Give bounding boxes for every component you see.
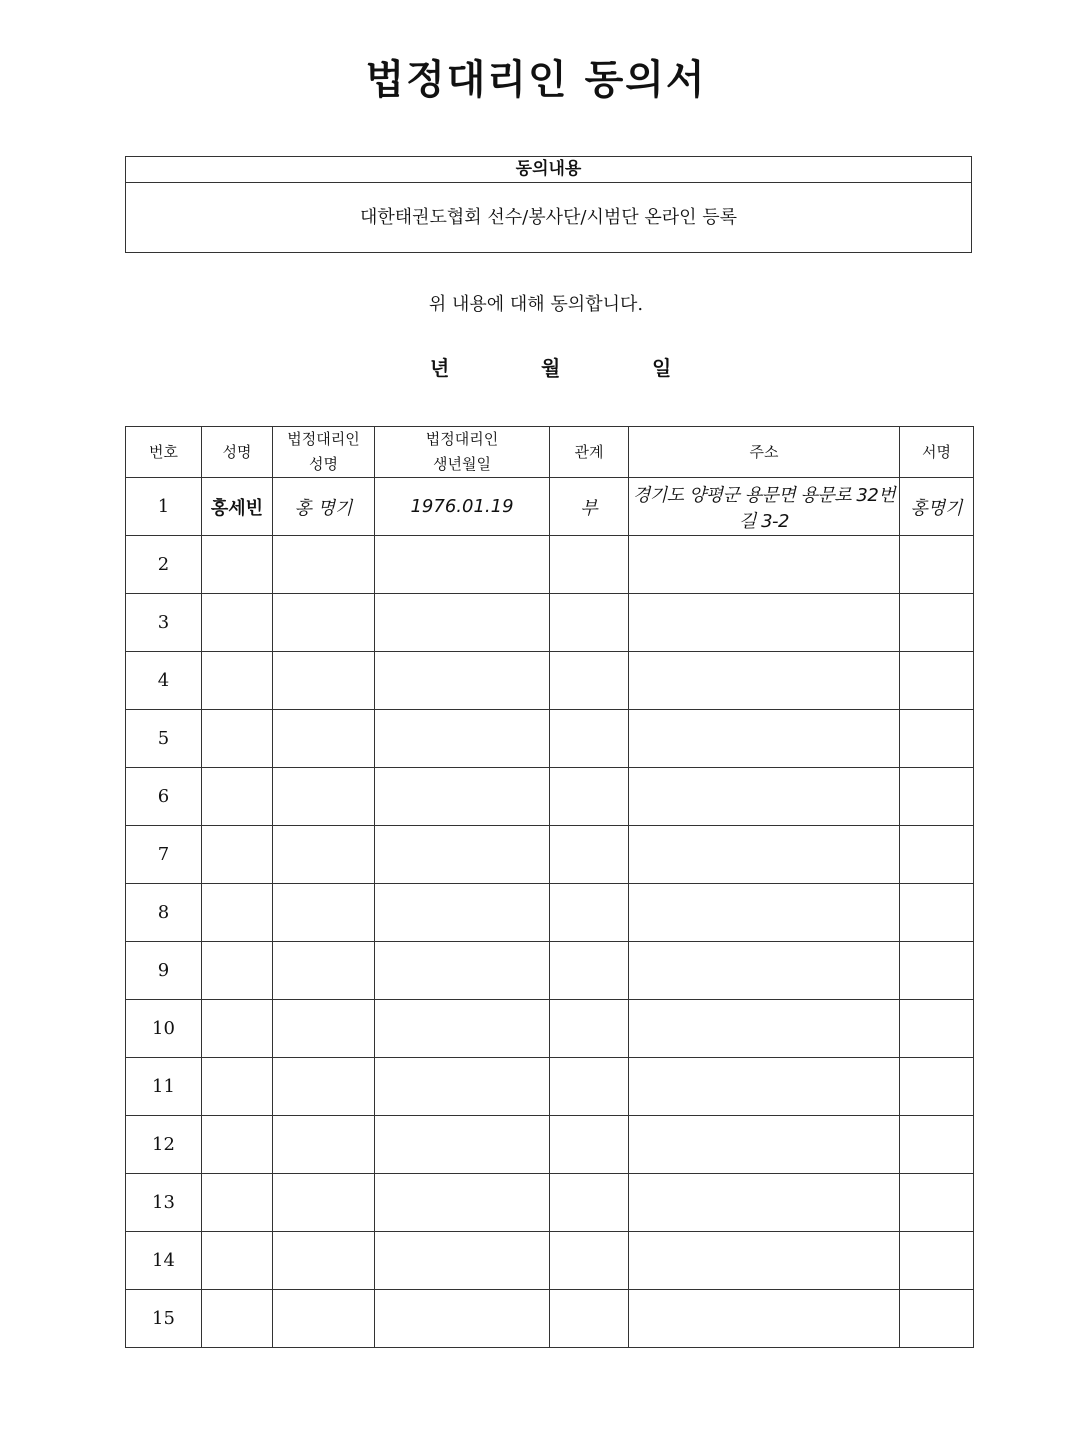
row-guardian-name [273,884,375,942]
row-relation [550,1232,629,1290]
row-guardian-birth [375,1116,550,1174]
table-row [126,652,974,710]
row-relation [550,594,629,652]
row-guardian-birth [375,1290,550,1348]
row-address [629,768,900,826]
table-row [126,594,974,652]
table-row [126,942,974,1000]
row-relation [550,942,629,1000]
row-address [629,884,900,942]
header-guardian-name [273,427,375,478]
row-address [629,1290,900,1348]
table-row [126,478,974,536]
row-guardian-birth [375,710,550,768]
row-signature [900,1000,974,1058]
table-row [126,826,974,884]
row-relation [550,1174,629,1232]
row-relation [550,536,629,594]
row-relation [550,884,629,942]
row-guardian-birth [375,1232,550,1290]
row-number: 12 [126,1116,202,1174]
row-guardian-birth: 1976.01.19 [375,478,550,536]
row-name [202,536,273,594]
row-number: 10 [126,1000,202,1058]
row-signature [900,768,974,826]
registration-table [125,426,974,1348]
row-number: 3 [126,594,202,652]
row-address [629,1232,900,1290]
row-name [202,1232,273,1290]
header-guardian-name-line2: 성명 [309,455,338,473]
table-row [126,710,974,768]
row-name [202,768,273,826]
row-signature [900,942,974,1000]
header-guardian-birth [375,427,550,478]
date-year-label: 년 [430,356,450,380]
row-name [202,1290,273,1348]
date-month-label: 월 [541,356,561,380]
row-number: 15 [126,1290,202,1348]
table-row [126,1000,974,1058]
table-row [126,1174,974,1232]
row-address [629,710,900,768]
table-row [126,536,974,594]
row-guardian-name: 홍 명기 [273,478,375,536]
consent-header: 동의내용 [126,157,971,183]
row-number: 9 [126,942,202,1000]
header-relation: 관계 [550,427,629,478]
consent-box [125,156,972,253]
row-name [202,826,273,884]
row-relation [550,710,629,768]
row-address [629,1000,900,1058]
row-number: 2 [126,536,202,594]
row-guardian-birth [375,942,550,1000]
row-signature [900,1058,974,1116]
table-body [126,478,974,1348]
row-name [202,1058,273,1116]
header-address: 주소 [629,427,900,478]
row-number: 5 [126,710,202,768]
row-address [629,652,900,710]
row-number: 13 [126,1174,202,1232]
table-row [126,1232,974,1290]
header-guardian-name-line1: 법정대리인 [287,430,360,448]
row-guardian-birth [375,768,550,826]
row-signature [900,594,974,652]
table-row [126,768,974,826]
row-address [629,1058,900,1116]
row-name [202,652,273,710]
document-title: 법정대리인 동의서 [365,57,707,103]
row-address: 경기도 양평군 용문면 용문로 32번길 3-2 [629,478,900,536]
row-signature [900,1116,974,1174]
row-relation [550,1058,629,1116]
date-day-label: 일 [652,356,672,380]
row-address [629,594,900,652]
table-row [126,884,974,942]
row-guardian-birth [375,1000,550,1058]
row-signature [900,1174,974,1232]
row-number: 14 [126,1232,202,1290]
row-guardian-birth [375,594,550,652]
row-signature [900,1290,974,1348]
row-name [202,942,273,1000]
row-guardian-name [273,594,375,652]
row-relation [550,652,629,710]
row-number: 7 [126,826,202,884]
row-guardian-name [273,536,375,594]
row-relation [550,826,629,884]
row-guardian-birth [375,1058,550,1116]
row-name [202,884,273,942]
row-signature [900,652,974,710]
row-name [202,1000,273,1058]
row-signature [900,536,974,594]
header-no: 번호 [126,427,202,478]
row-number: 6 [126,768,202,826]
row-number: 11 [126,1058,202,1116]
row-guardian-birth [375,1174,550,1232]
row-signature [900,1232,974,1290]
row-signature [900,710,974,768]
table-row [126,1116,974,1174]
row-guardian-name [273,1290,375,1348]
row-name [202,1174,273,1232]
row-relation [550,1000,629,1058]
row-number: 4 [126,652,202,710]
row-guardian-name [273,1000,375,1058]
consent-text: 대한태권도협회 선수/봉사단/시범단 온라인 등록 [359,207,738,228]
row-address [629,942,900,1000]
row-signature [900,884,974,942]
header-guardian-birth-line1: 법정대리인 [425,430,499,448]
row-address [629,826,900,884]
header-name: 성명 [202,427,273,478]
row-guardian-name [273,1232,375,1290]
table-row [126,1290,974,1348]
row-guardian-name [273,710,375,768]
row-guardian-name [273,826,375,884]
row-number: 1 [126,478,202,536]
row-address [629,536,900,594]
row-name: 홍세빈 [202,478,273,536]
header-guardian-birth-line2: 생년월일 [433,455,491,473]
row-guardian-name [273,652,375,710]
row-guardian-name [273,1058,375,1116]
row-address [629,1174,900,1232]
row-name [202,710,273,768]
row-guardian-name [273,942,375,1000]
row-signature [900,826,974,884]
row-address [629,1116,900,1174]
table-row [126,1058,974,1116]
row-relation [550,1116,629,1174]
table-header-row [126,427,974,478]
row-relation: 부 [550,478,629,536]
row-number: 8 [126,884,202,942]
row-guardian-birth [375,884,550,942]
row-guardian-name [273,1116,375,1174]
row-relation [550,1290,629,1348]
row-name [202,1116,273,1174]
row-guardian-birth [375,826,550,884]
header-signature: 서명 [900,427,974,478]
agreement-statement: 위 내용에 대해 동의합니다. [428,294,644,315]
row-name [202,594,273,652]
row-signature: 홍명기 [900,478,974,536]
row-relation [550,768,629,826]
row-guardian-birth [375,652,550,710]
row-guardian-name [273,768,375,826]
row-guardian-birth [375,536,550,594]
row-guardian-name [273,1174,375,1232]
